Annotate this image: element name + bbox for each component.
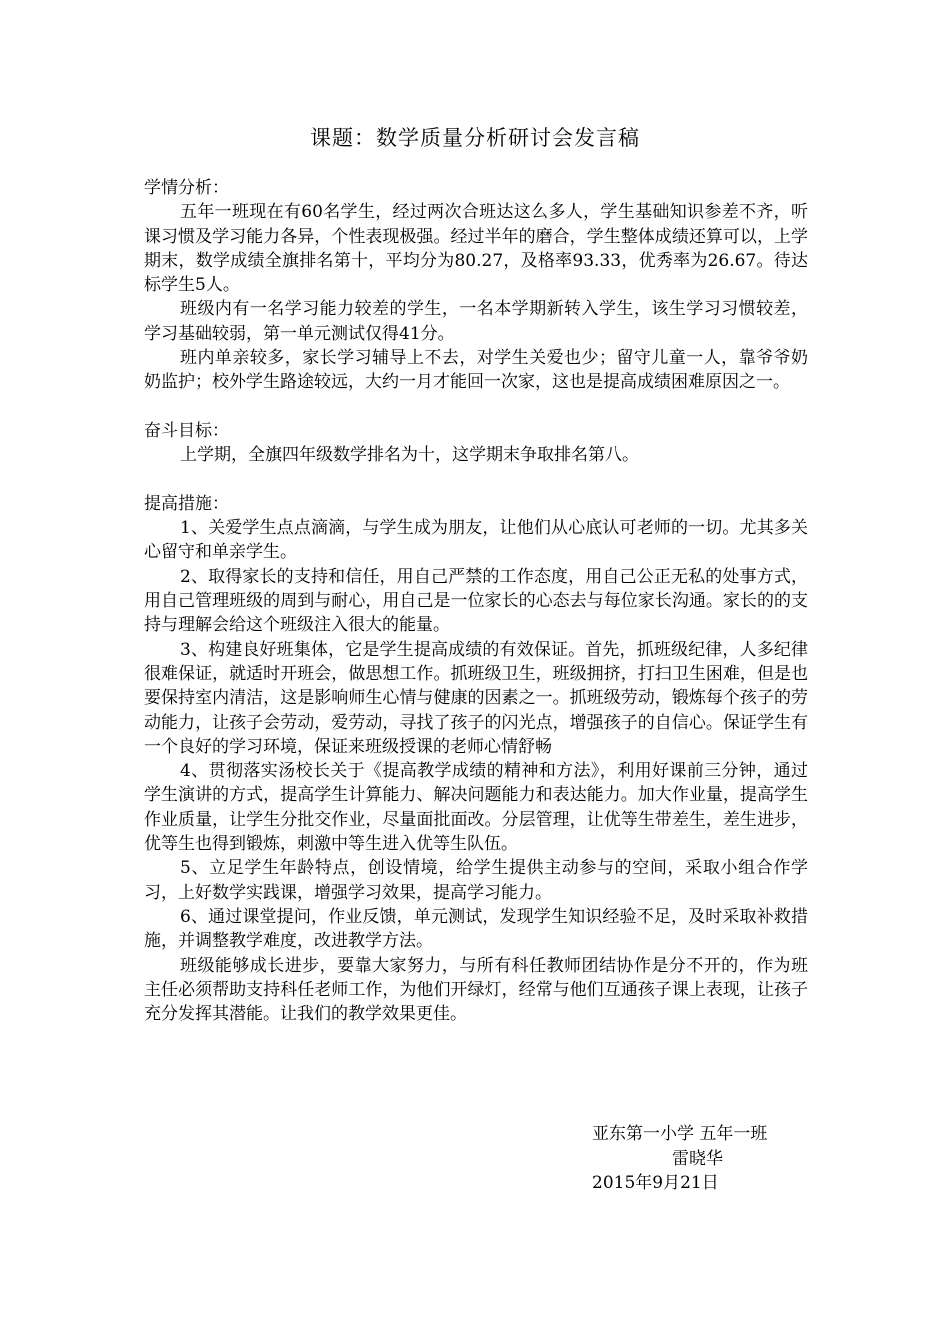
paragraph: 5、立足学生年龄特点，创设情境，给学生提供主动参与的空间，采取小组合作学习，上好数学实践课，增强学习效果，提高学习能力。 — [144, 858, 808, 903]
paragraph: 班内单亲较多，家长学习辅导上不去，对学生关爱也少；留守儿童一人，靠爷爷奶奶监护；校外学生路途较远，大约一月才能回一次家，这也是提高成绩困难原因之一。 — [144, 348, 808, 393]
paragraph: 班级内有一名学习能力较差的学生，一名本学期新转入学生，该生学习习惯较差，学习基础较弱，第一单元测试仅得41分。 — [144, 299, 808, 344]
paragraph: 2、取得家长的支持和信任，用自己严禁的工作态度，用自己公正无私的处事方式，用自己管理班级的周到与耐心，用自己是一位家长的心态去与每位家长沟通。家长的的支持与理解会给这个班级注入很大的能量。 — [144, 566, 808, 636]
section-heading-measures: 提高措施： — [144, 493, 229, 514]
paragraph: 3、构建良好班集体，它是学生提高成绩的有效保证。首先，抓班级纪律，人多纪律很难保证，就适时开班会，做思想工作。抓班级卫生，班级拥挤，打扫卫生困难，但是也要保持室内清洁，这是影响师生心情与健康的因素之一。抓班级劳动，锻炼每个孩子的劳动能力，让孩子会劳动，爱劳动，寻找了孩子的闪光点，增强孩子的自信心。保证学生有一个良好的学习环境，保证来班级授课的老师心情舒畅 — [144, 639, 808, 757]
signature-organization: 亚东第一小学 五年一班 — [592, 1124, 768, 1144]
paragraph: 1、关爱学生点点滴滴，与学生成为朋友，让他们从心底认可老师的一切。尤其多关心留守和单亲学生。 — [144, 518, 808, 563]
paragraph: 上学期，全旗四年级数学排名为十，这学期末争取排名第八。 — [180, 445, 639, 466]
document-title: 课题：数学质量分析研讨会发言稿 — [310, 126, 640, 150]
blank-line — [144, 468, 808, 492]
paragraph: 6、通过课堂提问，作业反馈，单元测试，发现学生知识经验不足，及时采取补救措施，并调整教学难度，改进教学方法。 — [144, 906, 808, 952]
signature-block — [590, 1122, 850, 1196]
signature-date: 2015年9月21日 — [592, 1173, 719, 1193]
paragraph: 五年一班现在有60名学生，经过两次合班达这么多人，学生基础知识参差不齐，听课习惯及学习能力各异，个性表现极强。经过半年的磨合，学生整体成绩还算可以，上学期末，数学成绩全旗排名第十，平均分为80.27，及格率93.33，优秀率为26.67。待达标学生5人。 — [144, 202, 808, 296]
paragraph: 班级能够成长进步，要靠大家努力，与所有科任教师团结协作是分不开的，作为班主任必须帮助支持科任老师工作，为他们开绿灯，经常与他们互通孩子课上表现，让孩子充分发挥其潜能。让我们的教学效果更佳。 — [144, 955, 808, 1025]
paragraph: 4、贯彻落实汤校长关于《提高教学成绩的精神和方法》，利用好课前三分钟，通过学生演讲的方式，提高学生计算能力、解决问题能力和表达能力。加大作业量，提高学生作业质量，让学生分批交作业，尽量面批面改。分层管理，让优等生带差生，差生进步，优等生也得到锻炼，刺激中等生进入优等生队伍。 — [144, 761, 808, 855]
section-heading-situation: 学情分析： — [144, 178, 229, 198]
section-heading-goal: 奋斗目标： — [144, 420, 229, 441]
document-body — [144, 176, 808, 1026]
signature-name: 雷晓华 — [672, 1148, 723, 1169]
blank-line — [144, 395, 808, 419]
